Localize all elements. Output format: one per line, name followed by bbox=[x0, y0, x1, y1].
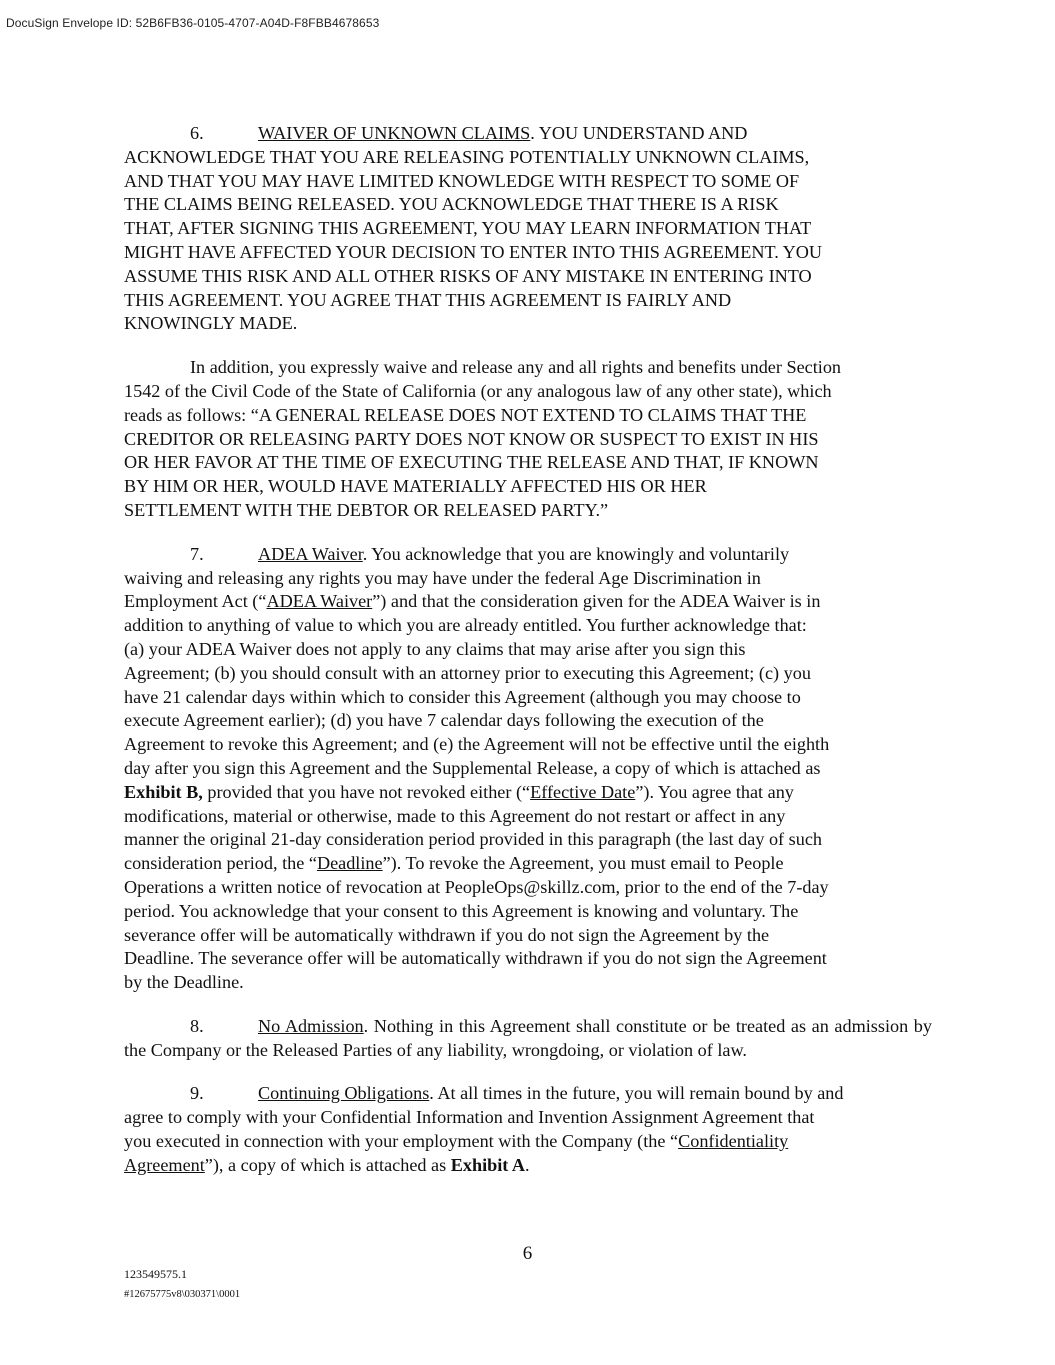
defined-term: Agreement bbox=[124, 1154, 205, 1175]
text-line: severance offer will be automatically withdrawn if you do not sign the Agreement by the bbox=[124, 924, 770, 945]
text-line: execute Agreement earlier); (d) you have 7 calendar days following the execution of the bbox=[124, 710, 764, 731]
text-line: 1542 of the Civil Code of the State of California (or any analogous law of any other state), which bbox=[124, 380, 832, 401]
section-title: ADEA Waiver bbox=[258, 543, 363, 564]
section-number: 8. bbox=[190, 1015, 204, 1036]
text-line: AND THAT YOU MAY HAVE LIMITED KNOWLEDGE WITH RESPECT TO SOME OF bbox=[124, 170, 800, 191]
text-line: ASSUME THIS RISK AND ALL OTHER RISKS OF ANY MISTAKE IN ENTERING INTO bbox=[124, 265, 812, 286]
defined-term: Effective Date bbox=[530, 781, 636, 802]
text-line: consideration period, the “Deadline”). To revoke the Agreement, you must email to People bbox=[124, 853, 784, 874]
text-line: Operations a written notice of revocation at PeopleOps@skillz.com, prior to the end of the 7-day bbox=[124, 876, 829, 897]
defined-term: Confidentiality bbox=[678, 1131, 789, 1152]
text-line: reads as follows: “A GENERAL RELEASE DOES NOT EXTEND TO CLAIMS THAT THE bbox=[124, 404, 807, 425]
page-number: 6 bbox=[522, 1243, 533, 1264]
defined-term: Deadline bbox=[316, 853, 383, 874]
text-line: Agreement; (b) you should consult with an attorney prior to executing this Agreement; (c) you bbox=[124, 662, 811, 683]
text-line: THE CLAIMS BEING RELEASED. YOU ACKNOWLEDGE THAT THERE IS A RISK bbox=[124, 194, 779, 215]
section-number: 7. bbox=[190, 543, 204, 564]
document-id: 123549575.1 bbox=[124, 1267, 187, 1281]
document-reference: #12675775v8\030371\0001 bbox=[124, 1289, 241, 1300]
text-line: addition to anything of value to which you are already entitled. You further acknowledge that: bbox=[124, 615, 807, 636]
section-9 bbox=[124, 1082, 932, 1177]
text-line: by the Deadline. bbox=[124, 972, 244, 993]
text-line: In addition, you expressly waive and release any and all rights and benefits under Section bbox=[190, 357, 842, 378]
section-title: No Admission bbox=[258, 1015, 364, 1036]
text-line: manner the original 21-day consideration period provided in this paragraph (the last day of such bbox=[124, 829, 822, 850]
section-text: . At all times in the future, you will remain bound by and bbox=[429, 1083, 844, 1104]
text-line: ACKNOWLEDGE THAT YOU ARE RELEASING POTENTIALLY UNKNOWN CLAIMS, bbox=[124, 146, 810, 167]
text-line: have 21 calendar days within which to consider this Agreement (although you may choose to bbox=[124, 686, 801, 707]
section-number: 6. bbox=[190, 123, 204, 143]
document-body bbox=[124, 122, 932, 1198]
section-number: 9. bbox=[190, 1083, 204, 1104]
defined-term: ADEA Waiver bbox=[266, 591, 373, 612]
text-line: period. You acknowledge that your consent to this Agreement is knowing and voluntary. The bbox=[124, 900, 799, 921]
exhibit-reference: Exhibit A bbox=[450, 1154, 526, 1175]
section-text: . YOU UNDERSTAND AND bbox=[530, 123, 748, 143]
text-line: CREDITOR OR RELEASING PARTY DOES NOT KNOW OR SUSPECT TO EXIST IN HIS bbox=[124, 428, 819, 449]
section-title: WAIVER OF UNKNOWN CLAIMS bbox=[258, 123, 531, 143]
text-line: Agreement”), a copy of which is attached as Exhibit A. bbox=[124, 1154, 530, 1175]
text-line: modifications, material or otherwise, made to this Agreement do not restart or affect in any bbox=[124, 805, 786, 826]
exhibit-reference: Exhibit B, bbox=[124, 781, 203, 802]
text-line: Agreement to revoke this Agreement; and (e) the Agreement will not be effective until the eighth bbox=[124, 734, 830, 755]
section-text: . You acknowledge that you are knowingly and voluntarily bbox=[362, 543, 790, 564]
section-title: Continuing Obligations bbox=[258, 1083, 430, 1104]
text-line: MIGHT HAVE AFFECTED YOUR DECISION TO ENTER INTO THIS AGREEMENT. YOU bbox=[124, 241, 823, 262]
docusign-envelope-id: DocuSign Envelope ID: 52B6FB36-0105-4707-A04D-F8FBB4678653 bbox=[6, 16, 380, 30]
section-6 bbox=[124, 122, 932, 336]
text-line: Employment Act (“ADEA Waiver”) and that the consideration given for the ADEA Waiver is in bbox=[124, 591, 821, 612]
text-line: THIS AGREEMENT. YOU AGREE THAT THIS AGREEMENT IS FAIRLY AND bbox=[124, 289, 732, 310]
text-line: BY HIM OR HER, WOULD HAVE MATERIALLY AFFECTED HIS OR HER bbox=[124, 476, 707, 497]
text-line: you executed in connection with your employment with the Company (the “Confidentiality bbox=[124, 1131, 789, 1152]
text-line: Deadline. The severance offer will be automatically withdrawn if you do not sign the Agreement bbox=[124, 948, 827, 969]
text-line: (a) your ADEA Waiver does not apply to any claims that may arise after you sign this bbox=[124, 638, 746, 659]
text-line: SETTLEMENT WITH THE DEBTOR OR RELEASED PARTY.” bbox=[124, 499, 609, 520]
text-line: waiving and releasing any rights you may have under the federal Age Discrimination in bbox=[124, 567, 761, 588]
text-line: OR HER FAVOR AT THE TIME OF EXECUTING THE RELEASE AND THAT, IF KNOWN bbox=[124, 452, 819, 473]
section-text: . Nothing in this Agreement shall constitute or be treated as an admission by the Company or the Released Parties of any liability, wrongdoing, or violation of law. bbox=[124, 1015, 932, 1060]
text-line: day after you sign this Agreement and the Supplemental Release, a copy of which is attached as bbox=[124, 757, 821, 778]
text-line: Exhibit B, provided that you have not revoked either (“Effective Date”). You agree that any bbox=[124, 781, 794, 802]
text-line: KNOWINGLY MADE. bbox=[124, 313, 298, 334]
section-7 bbox=[124, 543, 932, 995]
section-1542-waiver bbox=[124, 356, 932, 523]
text-line: agree to comply with your Confidential Information and Invention Assignment Agreement that bbox=[124, 1107, 815, 1128]
section-8 bbox=[124, 1015, 932, 1063]
text-line: THAT, AFTER SIGNING THIS AGREEMENT, YOU MAY LEARN INFORMATION THAT bbox=[124, 218, 812, 239]
